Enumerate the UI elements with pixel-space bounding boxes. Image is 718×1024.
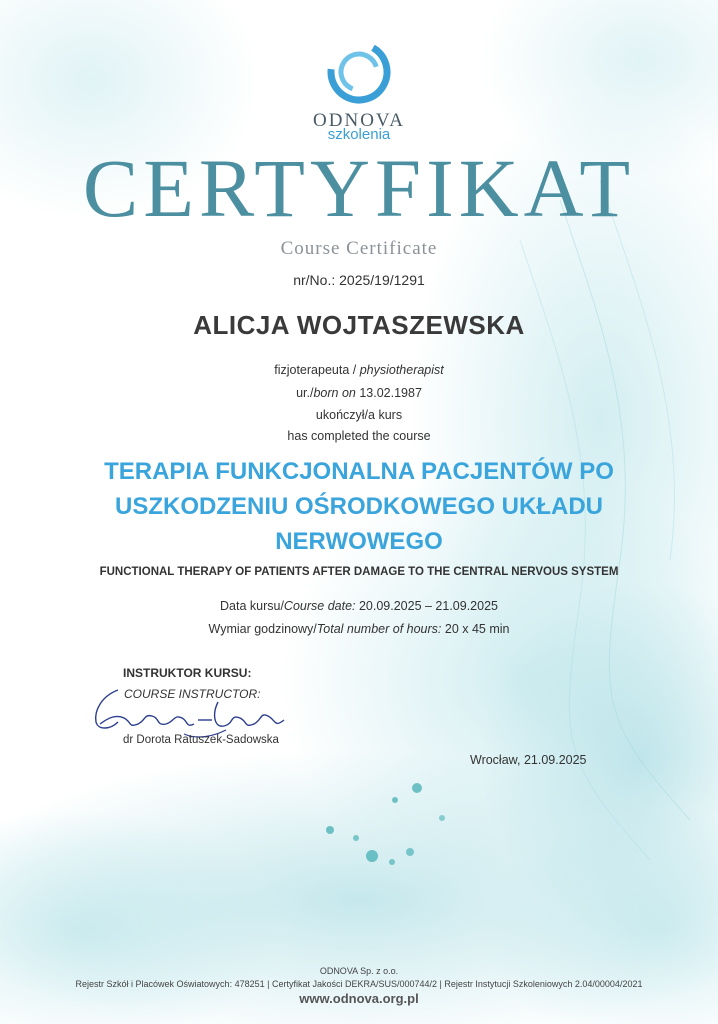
completed-label-pl: ukończył/a kurs [315,408,403,422]
footer-registry: Rejestr Szkół i Placówek Oświatowych: 478251 | Certyfikat Jakości DEKRA/SUS/000744/2 | Rejestr Instytucji Szkoleniowych 2.04/00004/2021 [75,979,643,989]
course-title-pl [0,454,718,559]
certificate-subtitle: Course Certificate [280,238,438,259]
profession-pl: fizjoterapeuta / [274,363,360,377]
course-date [0,599,718,613]
footer-company: ODNOVA Sp. z o.o. [319,966,399,976]
brand-name: ODNOVA [313,110,405,131]
course-date-value: 20.09.2025 – 21.09.2025 [355,599,498,613]
course-hours-label-en: Total number of hours: [316,622,442,636]
course-hours-value: 20 x 45 min [441,622,510,636]
instructor-name: dr Dorota Ratuszek-Sadowska [123,734,279,746]
recipient-name: ALICJA WOJTASZEWSKA [193,310,525,340]
instructor-label-en: COURSE INSTRUCTOR: [124,687,261,701]
born-label-pl: ur./ [296,386,314,400]
certificate-number-label: nr/No.: [293,272,340,288]
recipient-profession [0,363,718,377]
born-label-en: born on [313,386,356,400]
instructor-label-pl: INSTRUKTOR KURSU: [123,666,252,680]
born-date: 13.02.1987 [355,386,422,400]
course-title-line-1: TERAPIA FUNKCJONALNA PACJENTÓW PO [104,458,614,485]
odnova-logo-icon [325,38,393,106]
course-title-line-3: NERWOWEGO [275,528,443,555]
profession-en: physiotherapist [359,363,444,377]
recipient-birthdate [0,386,718,400]
place-and-date: Wrocław, 21.09.2025 [470,753,587,767]
course-date-label-en: Course date: [283,599,356,613]
course-title-line-2: USZKODZENIU OŚRODKOWEGO UKŁADU [115,493,603,520]
certificate-title: CERTYFIKAT [82,142,636,234]
certificate-number [0,272,718,288]
certificate-number-value: 2025/19/1291 [339,272,425,288]
footer-website: www.odnova.org.pl [299,991,419,1006]
course-hours [0,622,718,636]
course-date-label-pl: Data kursu/ [220,599,284,613]
course-title-en: FUNCTIONAL THERAPY OF PATIENTS AFTER DAMAGE TO THE CENTRAL NERVOUS SYSTEM [99,566,619,578]
course-hours-label-pl: Wymiar godzinowy/ [208,622,317,636]
completed-label-en: has completed the course [287,429,431,443]
brand-subtitle: szkolenia [327,126,391,143]
